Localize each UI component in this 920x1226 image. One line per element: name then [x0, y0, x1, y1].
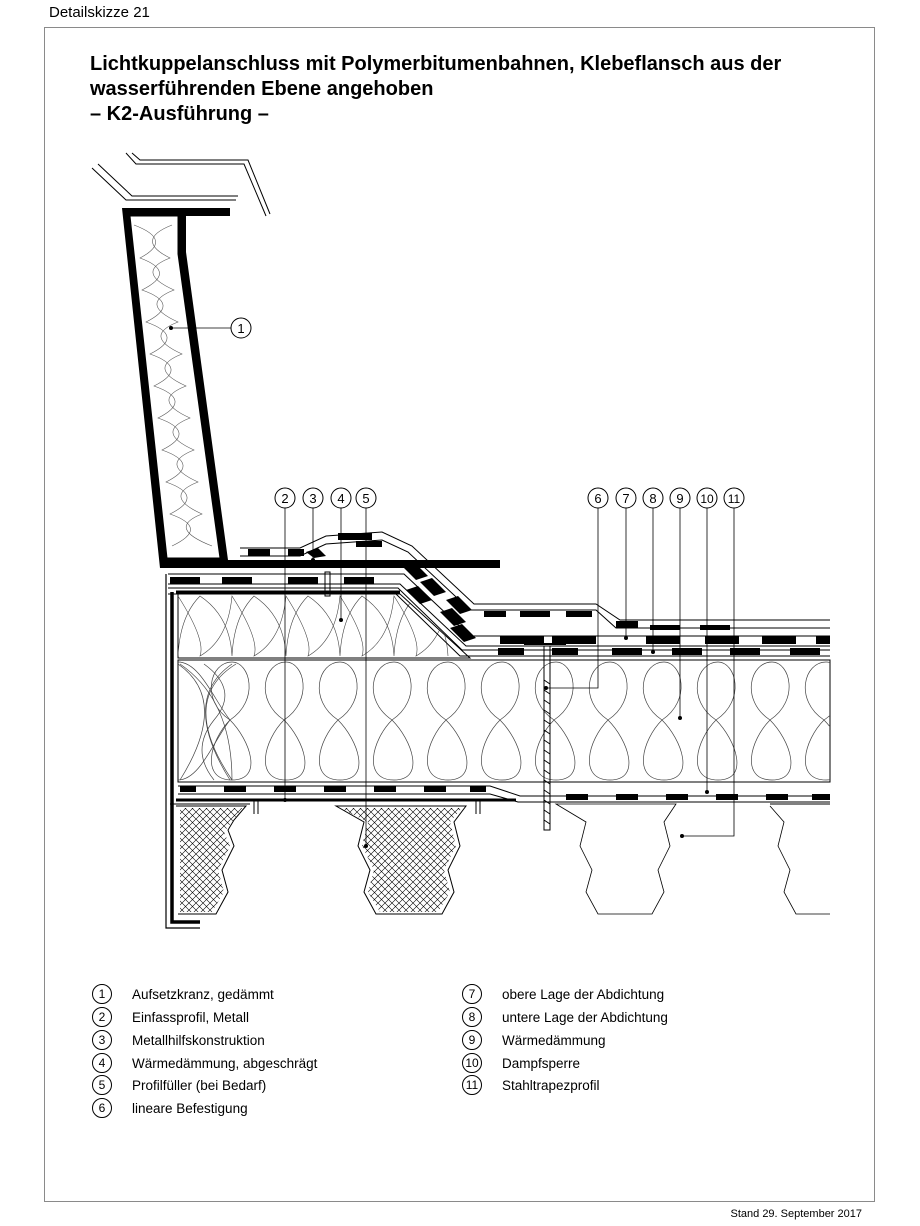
title-line-1: Lichtkuppelanschluss mit Polymerbitumenbahnen, Klebeflansch aus der	[90, 53, 782, 75]
callout-number: 10	[700, 492, 714, 506]
legend-text: obere Lage der Abdichtung	[502, 986, 665, 1002]
legend-text: Wärmedämmung	[502, 1032, 606, 1048]
legend-item-3	[92, 1030, 265, 1050]
profile-fillers	[180, 808, 462, 912]
legend-text: Einfassprofil, Metall	[132, 1009, 250, 1025]
legend-number: 1	[92, 984, 112, 1004]
legend-item-1	[92, 984, 274, 1004]
callout-number: 11	[727, 492, 741, 506]
callout-11	[724, 488, 744, 508]
steel-trapezoid-deck	[170, 804, 830, 914]
callout-5	[356, 488, 376, 508]
legend-number: 2	[92, 1007, 112, 1027]
callout-3	[303, 488, 323, 508]
skylight-dome-rim	[92, 153, 270, 216]
callout-number: 5	[362, 491, 370, 506]
legend-item-5	[92, 1075, 266, 1095]
legend-item-11	[462, 1075, 600, 1095]
legend-item-8	[462, 1007, 668, 1027]
callout-number: 4	[337, 491, 345, 506]
callout-number: 2	[281, 491, 289, 506]
legend-item-6	[92, 1098, 248, 1118]
title-line-2: wasserführenden Ebene angehoben	[90, 78, 434, 100]
title-line-3: – K2-Ausführung –	[90, 103, 269, 125]
legend-number: 10	[462, 1053, 482, 1073]
sketch-number-label: Detailskizze 21	[49, 4, 150, 21]
revision-date: Stand 29. September 2017	[730, 1208, 862, 1220]
legend-text: Wärmedämmung, abgeschrägt	[132, 1055, 318, 1071]
callout-2	[275, 488, 295, 508]
callout-number: 3	[309, 491, 317, 506]
legend-number: 4	[92, 1053, 112, 1073]
callout-1	[231, 318, 251, 338]
legend-text: Metallhilfskonstruktion	[132, 1032, 265, 1048]
callout-number: 6	[594, 491, 602, 506]
callout-6	[588, 488, 608, 508]
legend-item-7	[462, 984, 664, 1004]
legend-item-9	[462, 1030, 606, 1050]
legend-number: 7	[462, 984, 482, 1004]
legend-item-10	[462, 1053, 580, 1073]
callout-8	[643, 488, 663, 508]
legend-text: Profilfüller (bei Bedarf)	[132, 1077, 267, 1093]
callout-number: 7	[622, 491, 630, 506]
legend-text: untere Lage der Abdichtung	[502, 1009, 668, 1025]
callout-number: 9	[676, 491, 684, 506]
legend-text: Aufsetzkranz, gedämmt	[132, 986, 274, 1002]
legend-number: 11	[462, 1075, 482, 1095]
legend-text: Dampfsperre	[502, 1055, 581, 1071]
callout-7	[616, 488, 636, 508]
upstand-curb	[122, 208, 500, 568]
legend-number: 6	[92, 1098, 112, 1118]
legend-text: Stahltrapezprofil	[502, 1077, 600, 1093]
callout-number: 8	[649, 491, 657, 506]
legend-number: 5	[92, 1075, 112, 1095]
legend-number: 3	[92, 1030, 112, 1050]
legend-item-4	[92, 1053, 317, 1073]
callout-4	[331, 488, 351, 508]
legend-number: 9	[462, 1030, 482, 1050]
callout-10	[697, 488, 717, 508]
callout-9	[670, 488, 690, 508]
legend-item-2	[92, 1007, 249, 1027]
legend-number: 8	[462, 1007, 482, 1027]
insulation-layers	[178, 594, 845, 782]
legend-text: lineare Befestigung	[132, 1100, 248, 1116]
callout-number: 1	[237, 321, 245, 336]
